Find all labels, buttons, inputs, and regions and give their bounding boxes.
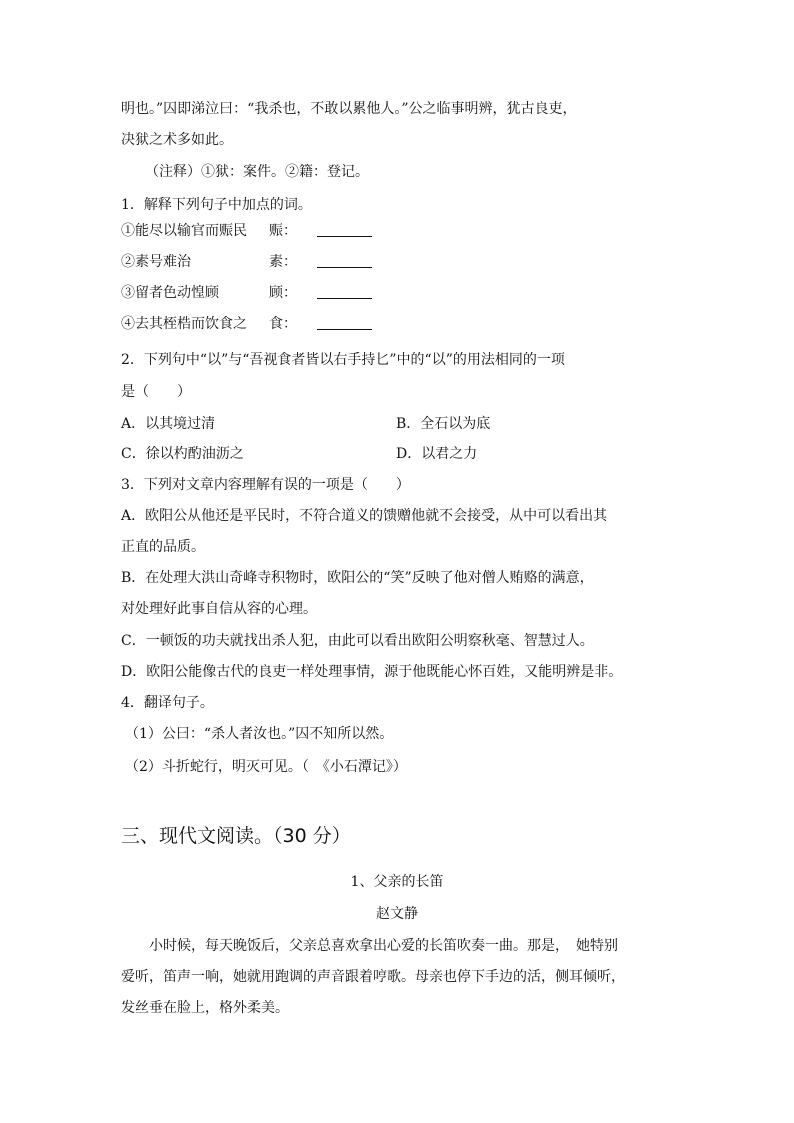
question-stem: 是（ ） xyxy=(121,384,191,400)
question-stem: 2．下列句中“以”与“吾视食者皆以右手持匕”中的“以”的用法相同的一项 xyxy=(121,352,565,368)
translate-sentence: （1）公曰：“杀人者汝也。”囚不知所以然。 xyxy=(125,726,394,742)
option-b: B．全石以为底 xyxy=(396,416,491,432)
article-author: 赵文静 xyxy=(376,906,418,922)
option-b: B．在处理大洪山奇峰寺积物时，欧阳公的“笑”反映了他对僧人贿赂的满意， xyxy=(121,570,594,586)
passage-line: 明也。”囚即涕泣曰：“我杀也，不敢以累他人。”公之临事明辨，犹古良吏， xyxy=(121,101,577,117)
q1-item xyxy=(121,221,372,241)
option-c: C．一顿饭的功夫就找出杀人犯，由此可以看出欧阳公明察秋毫、智慧过人。 xyxy=(121,633,594,649)
answer-blank[interactable] xyxy=(317,253,372,268)
question-stem: 1．解释下列句子中加点的词。 xyxy=(121,197,312,213)
article-title: 1、父亲的长笛 xyxy=(350,874,444,890)
q1-word: 顾： xyxy=(269,285,297,301)
option-d: D．欧阳公能像古代的良吏一样处理事情，源于他既能心怀百姓，又能明辨是非。 xyxy=(121,664,623,680)
answer-blank[interactable] xyxy=(317,315,372,330)
option-row xyxy=(121,444,477,464)
option-a: A．欧阳公从他还是平民时，不符合道义的馈赠他就不会接受，从中可以看出其 xyxy=(121,508,608,524)
q1-word: 素： xyxy=(269,254,297,270)
option-b-cont: 对处理好此事自信从容的心理。 xyxy=(121,601,317,617)
option-a-cont: 正直的品质。 xyxy=(121,539,205,555)
q1-word: 食： xyxy=(269,316,297,332)
paragraph-line: 小时候，每天晚饭后，父亲总喜欢拿出心爱的长笛吹奏一曲。那是， 她特别 xyxy=(149,938,618,954)
option-d: D．以君之力 xyxy=(396,446,478,462)
q1-sentence: ②素号难治 xyxy=(121,254,191,270)
option-c: C．徐以杓酌油沥之 xyxy=(121,446,244,462)
q1-item xyxy=(121,252,372,272)
paragraph-line: 发丝垂在脸上，格外柔美。 xyxy=(121,1000,289,1016)
q1-sentence: ①能尽以输官而赈民 xyxy=(121,223,247,239)
q1-word: 赈： xyxy=(269,223,297,239)
section-heading: 三、现代文阅读。（30 分） xyxy=(121,825,351,847)
q1-sentence: ④去其桎梏而饮食之 xyxy=(121,316,247,332)
answer-blank[interactable] xyxy=(317,222,372,237)
option-a: A．以其境过清 xyxy=(121,416,216,432)
paragraph-line: 爱听，笛声一响，她就用跑调的声音跟着哼歌。母亲也停下手边的活，侧耳倾听， xyxy=(121,969,625,985)
question-stem: 4．翻译句子。 xyxy=(121,695,214,711)
option-row xyxy=(121,414,490,434)
notes: （注释）①狱：案件。②籍：登记。 xyxy=(145,164,369,180)
passage-line: 决狱之术多如此。 xyxy=(121,132,233,148)
q1-sentence: ③留者色动惶顾 xyxy=(121,285,219,301)
answer-blank[interactable] xyxy=(317,284,372,299)
translate-sentence: （2）斗折蛇行，明灭可见。（ 《小石潭记》） xyxy=(125,759,407,775)
q1-item xyxy=(121,283,372,303)
q1-item xyxy=(121,314,372,334)
question-stem: 3．下列对文章内容理解有误的一项是（ ） xyxy=(121,477,410,493)
